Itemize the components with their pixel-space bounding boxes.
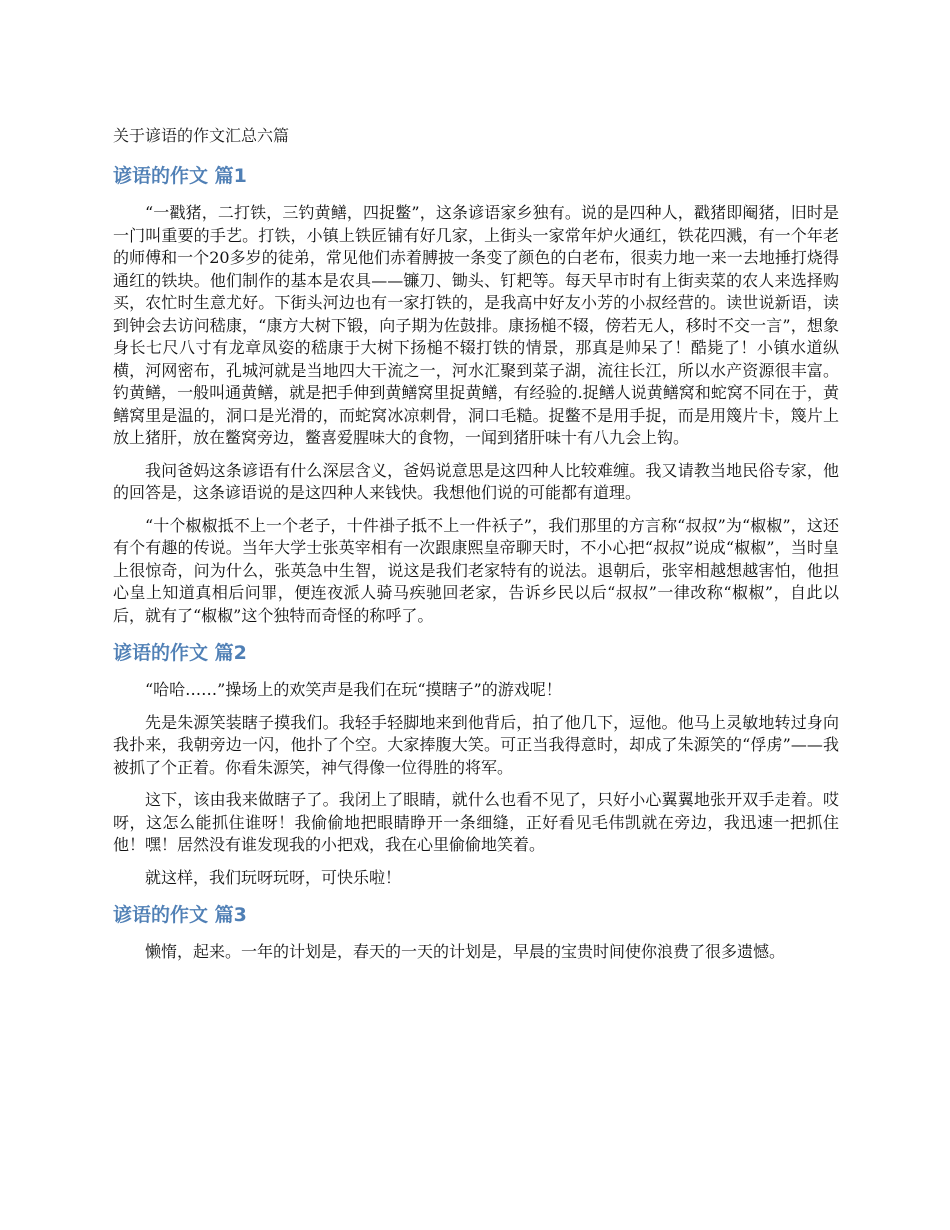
essay-section-3: [113, 901, 839, 964]
document-page: [113, 124, 839, 976]
paragraph: “十个椒椒抵不上一个老子，十件褂子抵不上一件袄子”，我们那里的方言称“叔叔”为“椒椒”，这还有个有趣的传说。当年大学士张英宰相有一次跟康熙皇帝聊天时，不小心把“叔叔”说成“椒椒”，当时皇上很惊奇，问为什么，张英急中生智，说这是我们老家特有的说法。退朝后，张宰相越想越害怕，他担心皇上知道真相后问罪，便连夜派人骑马疾驰回老家，告诉乡民以后“叔叔”一律改称“椒椒”，自此以后，就有了“椒椒”这个独特而奇怪的称呼了。: [113, 515, 839, 625]
paragraph: “一戳猪，二打铁，三钓黄鳝，四捉鳖”，这条谚语家乡独有。说的是四种人，戳猪即阉猪，旧时是一门叫重要的手艺。打铁，小镇上铁匠铺有好几家，上街头一家常年炉火通红，铁花四溅，有一个年老的师傅和一个20多岁的徒弟，常见他们赤着膊披一条变了颜色的白老布，很卖力地一来一去地捶打烧得通红的铁块。他们制作的基本是农具——镰刀、锄头、钉耙等。每天早市时有上街卖菜的农人来选择购买，农忙时生意尤好。下街头河边也有一家打铁的，是我高中好友小芳的小叔经营的。读世说新语，读到钟会去访问嵇康，“康方大树下锻，向子期为佐鼓排。康扬槌不辍，傍若无人，移时不交一言”，想象身长七尺八寸有龙章凤姿的嵇康于大树下扬槌不辍打铁的情景，那真是帅呆了！酷毙了！小镇水道纵横，河网密布，孔城河就是当地四大干流之一，河水汇聚到菜子湖，流往长江，所以水产资源很丰富。钓黄鳝，一般叫通黄鳝，就是把手伸到黄鳝窝里捉黄鳝，有经验的.捉鳝人说黄鳝窝和蛇窝不同在于，黄鳝窝里是温的，洞口是光滑的，而蛇窝冰凉刺骨，洞口毛糙。捉鳖不是用手捉，而是用篾片卡，篾片上放上猪肝，放在鳖窝旁边，鳖喜爱腥味大的食物，一闻到猪肝味十有八九会上钩。: [113, 203, 839, 447]
paragraph: 懒惰，起来。一年的计划是，春天的一天的计划是，早晨的宝贵时间使你浪费了很多遗憾。: [145, 942, 786, 961]
essay-section-2: [113, 639, 839, 889]
essay-section-1: [113, 162, 839, 627]
paragraph: 先是朱源笑装瞎子摸我们。我轻手轻脚地来到他背后，拍了他几下，逗他。他马上灵敏地转过身向我扑来，我朝旁边一闪，他扑了个空。大家捧腹大笑。可正当我得意时，却成了朱源笑的“俘虏”——我被抓了个正着。你看朱源笑，神气得像一位得胜的将军。: [113, 712, 839, 777]
document-title: 关于谚语的作文汇总六篇: [113, 126, 290, 145]
section-heading: 谚语的作文 篇3: [113, 904, 247, 926]
section-heading: 谚语的作文 篇2: [113, 642, 247, 664]
paragraph: 这下，该由我来做瞎子了。我闭上了眼睛，就什么也看不见了，只好小心翼翼地张开双手走着。哎呀，这怎么能抓住谁呀！我偷偷地把眼睛睁开一条细缝，正好看见毛伟凯就在旁边，我迅速一把抓住他！嘿！居然没有谁发现我的小把戏，我在心里偷偷地笑着。: [113, 790, 839, 854]
paragraph: 就这样，我们玩呀玩呀，可快乐啦！: [145, 867, 402, 887]
paragraph: “哈哈……”操场上的欢笑声是我们在玩“摸瞎子”的游戏呢！: [145, 680, 562, 699]
section-heading: 谚语的作文 篇1: [113, 165, 247, 187]
paragraph: 我问爸妈这条谚语有什么深层含义，爸妈说意思是这四种人比较难缠。我又请教当地民俗专家，他的回答是，这条谚语说的是这四种人来钱快。我想他们说的可能都有道理。: [113, 460, 839, 502]
